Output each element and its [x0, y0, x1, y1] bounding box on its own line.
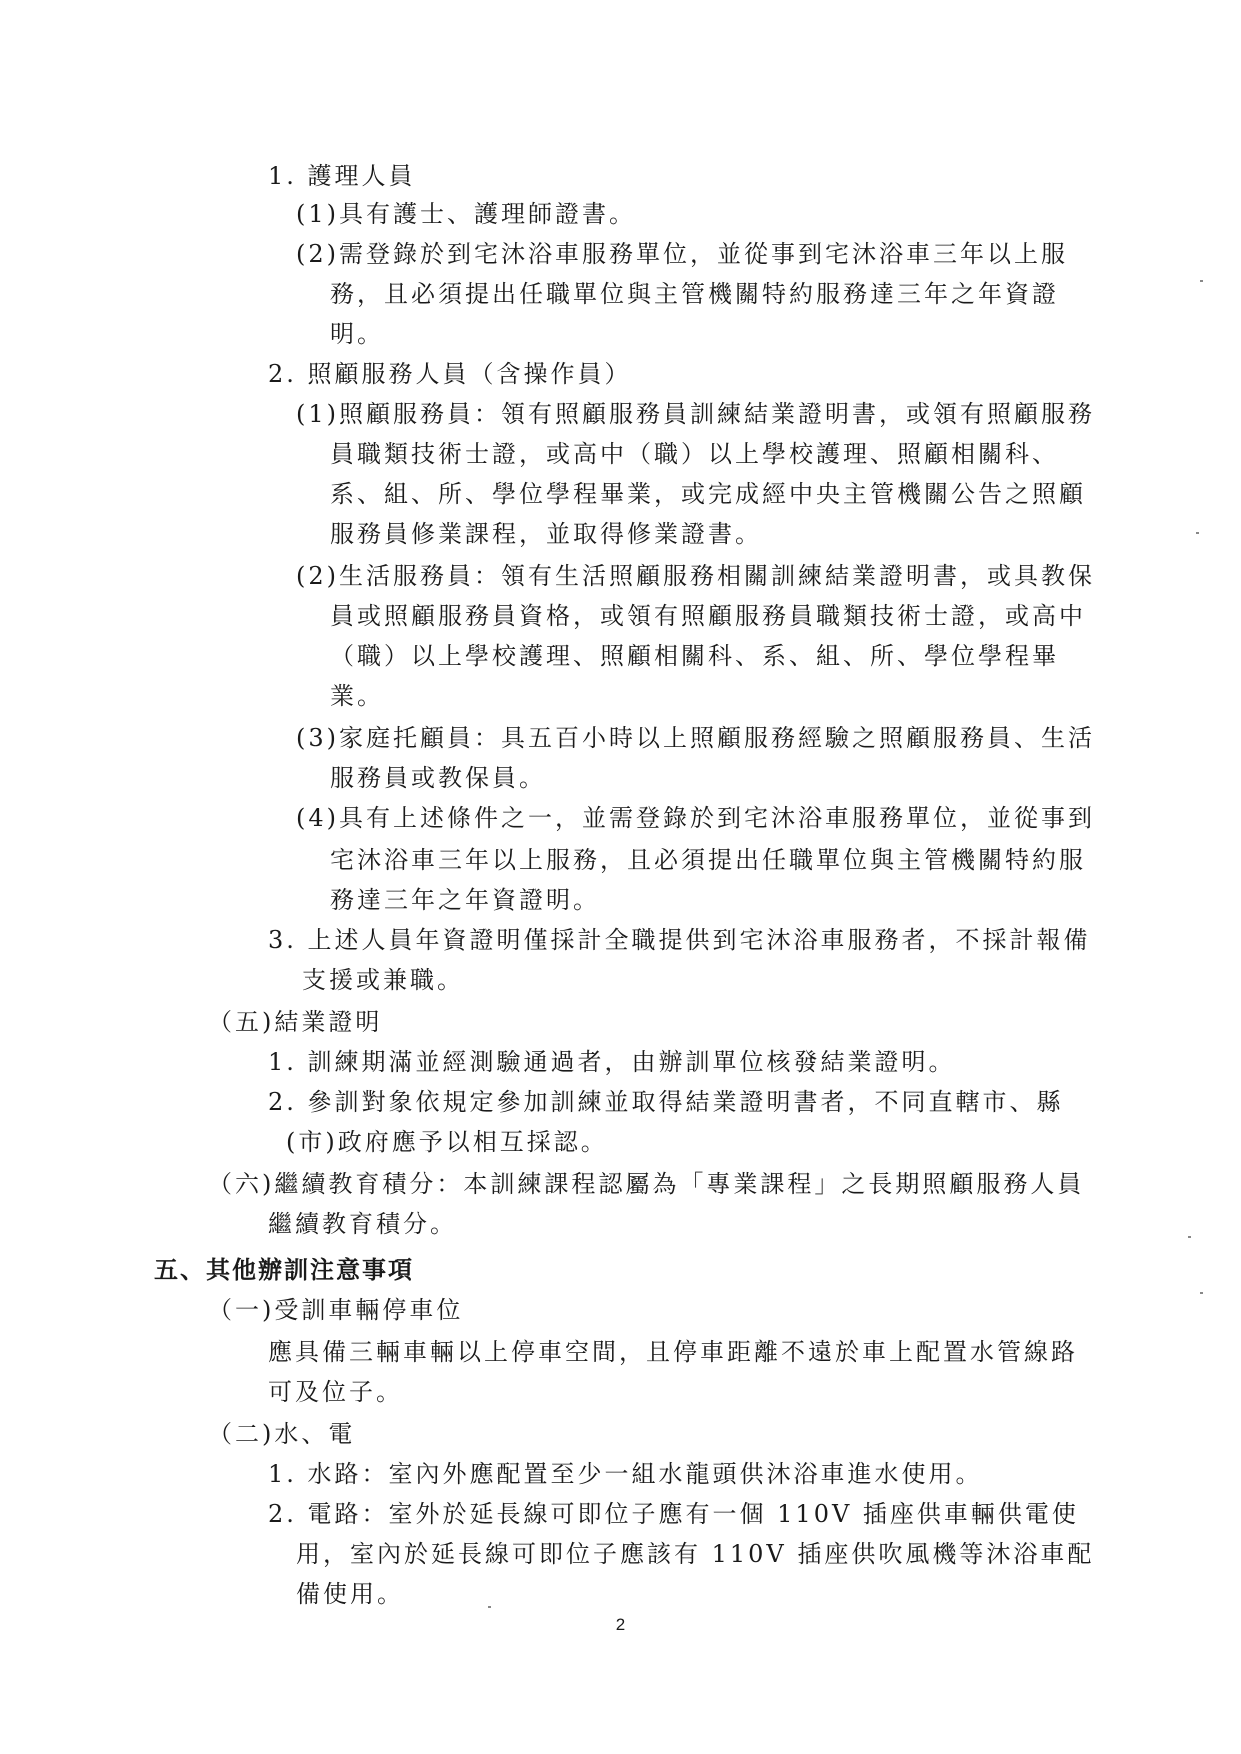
chapter-5-heading: 五、其他辦訓注意事項: [154, 1255, 414, 1284]
section-6-education-credits-line-2: 繼續教育積分。: [268, 1210, 457, 1238]
item-2-1-line-1: (1)照顧服務員：領有照顧服務員訓練結業證明書，或領有照顧服務: [296, 400, 1095, 428]
item-2-1-line-4: 服務員修業課程，並取得修業證書。: [330, 520, 762, 548]
item-1-nursing-staff: 1. 護理人員: [268, 162, 416, 190]
item-2-4-line-1: (4)具有上述條件之一，並需登錄於到宅沐浴車服務單位，並從事到: [296, 804, 1095, 832]
electricity-item-2-line-2: 用，室內於延長線可即位子應該有 110V 插座供吹風機等沐浴車配: [296, 1540, 1095, 1568]
electricity-item-2-line-1: 2. 電路：室外於延長線可即位子應有一個 110V 插座供車輛供電使: [268, 1500, 1079, 1528]
electricity-item-2-line-3: 備使用。: [296, 1580, 404, 1608]
scan-speck: [488, 1606, 491, 1608]
scan-speck: [1196, 532, 1199, 534]
scan-speck: [1188, 1236, 1191, 1238]
item-1-1: (1)具有護士、護理師證書。: [296, 200, 636, 228]
item-2-3-line-2: 服務員或教保員。: [330, 764, 546, 792]
item-1-2-line-3: 明。: [330, 320, 384, 348]
item-2-2-line-1: (2)生活服務員：領有生活照顧服務相關訓練結業證明書，或具教保: [296, 562, 1095, 590]
scan-speck: [1200, 280, 1203, 282]
item-3-line-1: 3. 上述人員年資證明僅採計全職提供到宅沐浴車服務者，不採計報備: [268, 926, 1091, 954]
scan-speck: [1200, 1292, 1203, 1294]
item-1-2-line-2: 務，且必須提出任職單位與主管機關特約服務達三年之年資證: [330, 280, 1059, 308]
item-2-1-line-2: 員職類技術士證，或高中（職）以上學校護理、照顧相關科、: [330, 440, 1059, 468]
item-3-line-2: 支援或兼職。: [302, 966, 464, 994]
item-2-4-line-3: 務達三年之年資證明。: [330, 886, 600, 914]
item-2-4-line-2: 宅沐浴車三年以上服務，且必須提出任職單位與主管機關特約服: [330, 846, 1086, 874]
completion-item-2-line-1: 2. 參訓對象依規定參加訓練並取得結業證明書者，不同直轄市、縣: [268, 1088, 1064, 1116]
item-2-2-line-2: 員或照顧服務員資格，或領有照顧服務員職類技術士證，或高中: [330, 602, 1086, 630]
item-2-3-line-1: (3)家庭托顧員：具五百小時以上照顧服務經驗之照顧服務員、生活: [296, 724, 1095, 752]
section-6-education-credits-line-1: （六)繼續教育積分：本訓練課程認屬為「專業課程」之長期照顧服務人員: [208, 1170, 1085, 1198]
page-number: 2: [615, 1615, 626, 1634]
section-5-completion-certificate: （五)結業證明: [208, 1008, 383, 1036]
item-2-1-line-3: 系、組、所、學位學程畢業，或完成經中央主管機關公告之照顧: [330, 480, 1086, 508]
completion-item-1: 1. 訓練期滿並經測驗通過者，由辦訓單位核發結業證明。: [268, 1048, 956, 1076]
item-2-2-line-4: 業。: [330, 682, 384, 710]
item-2-care-staff: 2. 照顧服務人員（含操作員）: [268, 360, 632, 388]
completion-item-2-line-2: (市)政府應予以相互採認。: [286, 1128, 608, 1156]
section-2-water-electricity: （二)水、電: [208, 1420, 356, 1448]
item-2-2-line-3: （職）以上學校護理、照顧相關科、系、組、所、學位學程畢: [330, 642, 1059, 670]
item-1-2-line-1: (2)需登錄於到宅沐浴車服務單位，並從事到宅沐浴車三年以上服: [296, 240, 1068, 268]
parking-text-line-1: 應具備三輛車輛以上停車空間，且停車距離不遠於車上配置水管線路: [268, 1338, 1078, 1366]
parking-text-line-2: 可及位子。: [268, 1378, 403, 1406]
water-item-1: 1. 水路：室內外應配置至少一組水龍頭供沐浴車進水使用。: [268, 1460, 983, 1488]
section-1-parking: （一)受訓車輛停車位: [208, 1296, 464, 1324]
